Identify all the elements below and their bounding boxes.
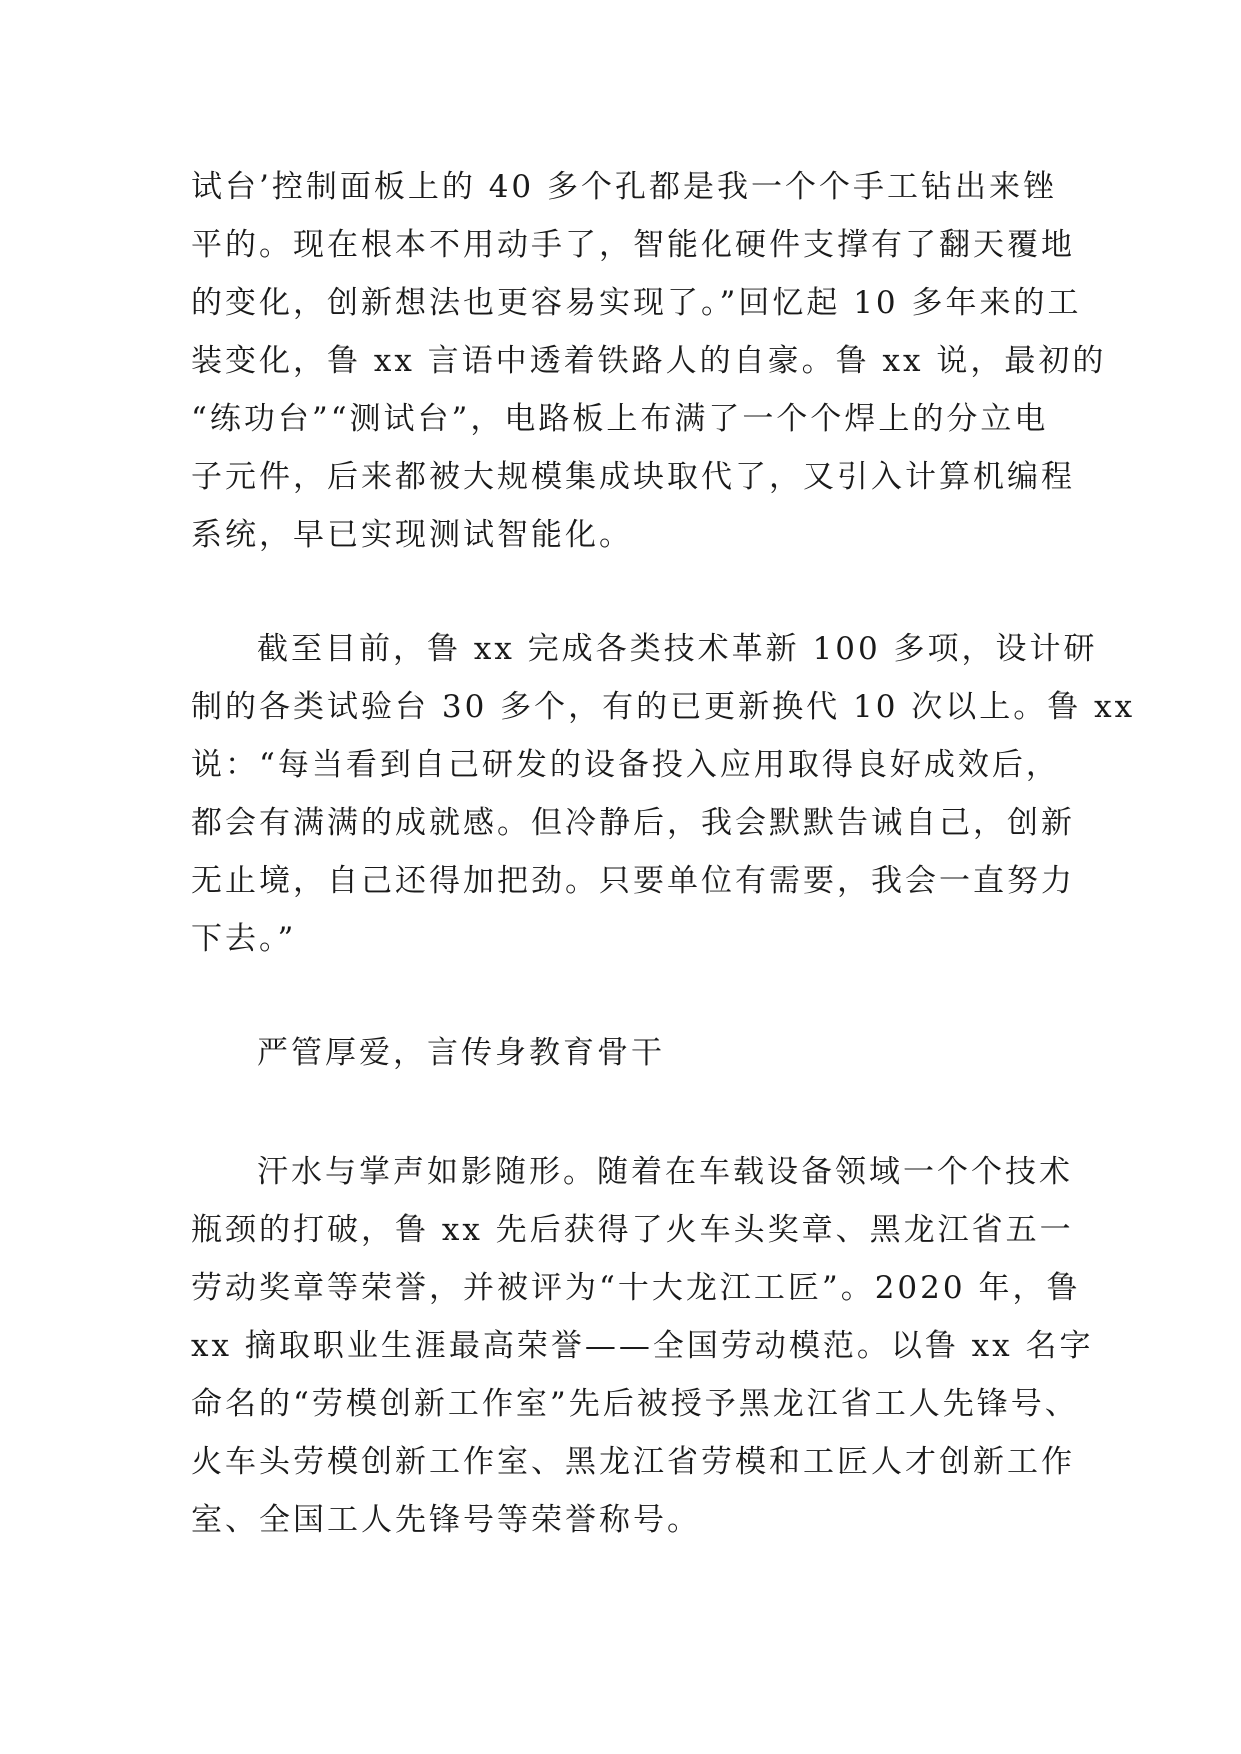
paragraph-line: 的变化，创新想法也更容易实现了。”回忆起 10 多年来的工 xyxy=(191,285,1082,321)
paragraph-line: 无止境，自己还得加把劲。只要单位有需要，我会一直努力 xyxy=(191,863,1075,899)
paragraph-line: 室、全国工人先锋号等荣誉称号。 xyxy=(191,1502,701,1538)
paragraph-line: 劳动奖章等荣誉，并被评为“十大龙江工匠”。2020 年，鲁 xyxy=(191,1270,1081,1306)
section-heading-text: 严管厚爱，言传身教育骨干 xyxy=(257,1035,665,1071)
paragraph-line: 汗水与掌声如影随形。随着在车载设备领域一个个技术 xyxy=(257,1154,1073,1190)
paragraph-1 xyxy=(191,158,1107,564)
paragraph-line: 试台’控制面板上的 40 多个孔都是我一个个手工钻出来锉 xyxy=(191,169,1058,205)
paragraph-line: 平的。现在根本不用动手了，智能化硬件支撑有了翻天覆地 xyxy=(191,227,1075,263)
paragraph-2 xyxy=(191,620,1136,968)
paragraph-line: 系统，早已实现测试智能化。 xyxy=(191,517,633,553)
section-heading xyxy=(191,1024,1051,1082)
paragraph-line: 制的各类试验台 30 多个，有的已更新换代 10 次以上。鲁 xx xyxy=(191,689,1136,725)
paragraph-line: 火车头劳模创新工作室、黑龙江省劳模和工匠人才创新工作 xyxy=(191,1444,1075,1480)
paragraph-line: “练功台”“测试台”，电路板上布满了一个个焊上的分立电 xyxy=(191,401,1049,437)
paragraph-line: 说：“每当看到自己研发的设备投入应用取得良好成效后， xyxy=(191,747,1060,783)
paragraph-3 xyxy=(191,1143,1094,1549)
paragraph-line: xx 摘取职业生涯最高荣誉——全国劳动模范。以鲁 xx 名字 xyxy=(191,1328,1094,1364)
paragraph-line: 都会有满满的成就感。但冷静后，我会默默告诫自己，创新 xyxy=(191,805,1075,841)
paragraph-line: 子元件，后来都被大规模集成块取代了，又引入计算机编程 xyxy=(191,459,1075,495)
paragraph-line: 瓶颈的打破，鲁 xx 先后获得了火车头奖章、黑龙江省五一 xyxy=(191,1212,1074,1248)
paragraph-line: 命名的“劳模创新工作室”先后被授予黑龙江省工人先锋号、 xyxy=(191,1386,1079,1422)
paragraph-line: 装变化，鲁 xx 言语中透着铁路人的自豪。鲁 xx 说，最初的 xyxy=(191,343,1107,379)
paragraph-line: 截至目前，鲁 xx 完成各类技术革新 100 多项，设计研 xyxy=(257,631,1098,667)
paragraph-line: 下去。” xyxy=(191,921,297,957)
